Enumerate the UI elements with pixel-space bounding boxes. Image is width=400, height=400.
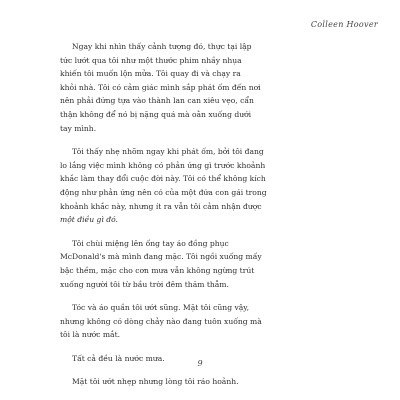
text-line: Tôi thấy nhẹ nhõm ngay khi phát ốm, bởi tôi đang [72, 147, 264, 157]
text-line: thận không để nó bị nặng quá mà oằn xuống dưới [60, 109, 252, 119]
text-line: khoảnh khắc này, nhưng ít ra vẫn tôi cảm nhận được [60, 201, 262, 211]
text-line: bậc thềm, mặc cho cơn mưa vẫn không ngừng trút [60, 265, 255, 275]
paragraph-2 [60, 145, 360, 227]
text-line: tay mình. [60, 123, 97, 133]
paragraph-3 [60, 237, 360, 291]
text-line: động như phản ứng nên có của một đứa con gái trong [60, 187, 267, 197]
text-line: Tất cả đều là nước mưa. [72, 353, 165, 363]
text-line: Tôi chùi miệng lên ống tay áo đồng phục [72, 238, 229, 248]
text-line: khiến tôi muốn lộn mửa. Tôi quay đi và chạy ra [60, 69, 241, 79]
text-line: lo lắng việc mình không có phản ứng gì trước khoảnh [60, 160, 266, 170]
text-line-italic: một điều gì đó. [60, 215, 118, 225]
text-line: nhưng không có dòng chảy nào đang tuôn xuống mà [60, 316, 262, 326]
text-line: McDonald's mà mình đang mặc. Tôi ngồi xuống mấy [60, 252, 262, 262]
text-line: tôi là nước mắt. [60, 330, 121, 340]
text-line: nên phải đứng tựa vào thành lan can xiêu vẹo, cẩn [60, 96, 254, 106]
paragraph-6 [60, 375, 360, 389]
text-line: Ngay khi nhìn thấy cảnh tượng đó, thực tại lập [72, 42, 252, 51]
paragraph-4 [60, 301, 360, 342]
text-line: Tóc và áo quần tôi ướt sũng. Mặt tôi cũng vậy, [72, 303, 249, 313]
text-line: xuống người tôi từ bầu trời đêm thăm thẳm. [60, 279, 229, 289]
body-text [60, 40, 360, 399]
page-number: 9 [197, 359, 203, 368]
text-line: khỏi nhà. Tôi có cảm giác mình sắp phát ốm đến nơi [60, 82, 261, 92]
running-header: Colleen Hoover [310, 20, 378, 29]
paragraph-1 [60, 40, 360, 135]
text-line: Mặt tôi ướt nhẹp nhưng lòng tôi ráo hoảnh. [72, 377, 239, 387]
text-line: tức lướt qua tôi như một thước phim nhầy nhụa [60, 55, 242, 65]
text-line: khắc làm thay đổi cuộc đời này. Tôi có thể không kích [60, 174, 266, 184]
